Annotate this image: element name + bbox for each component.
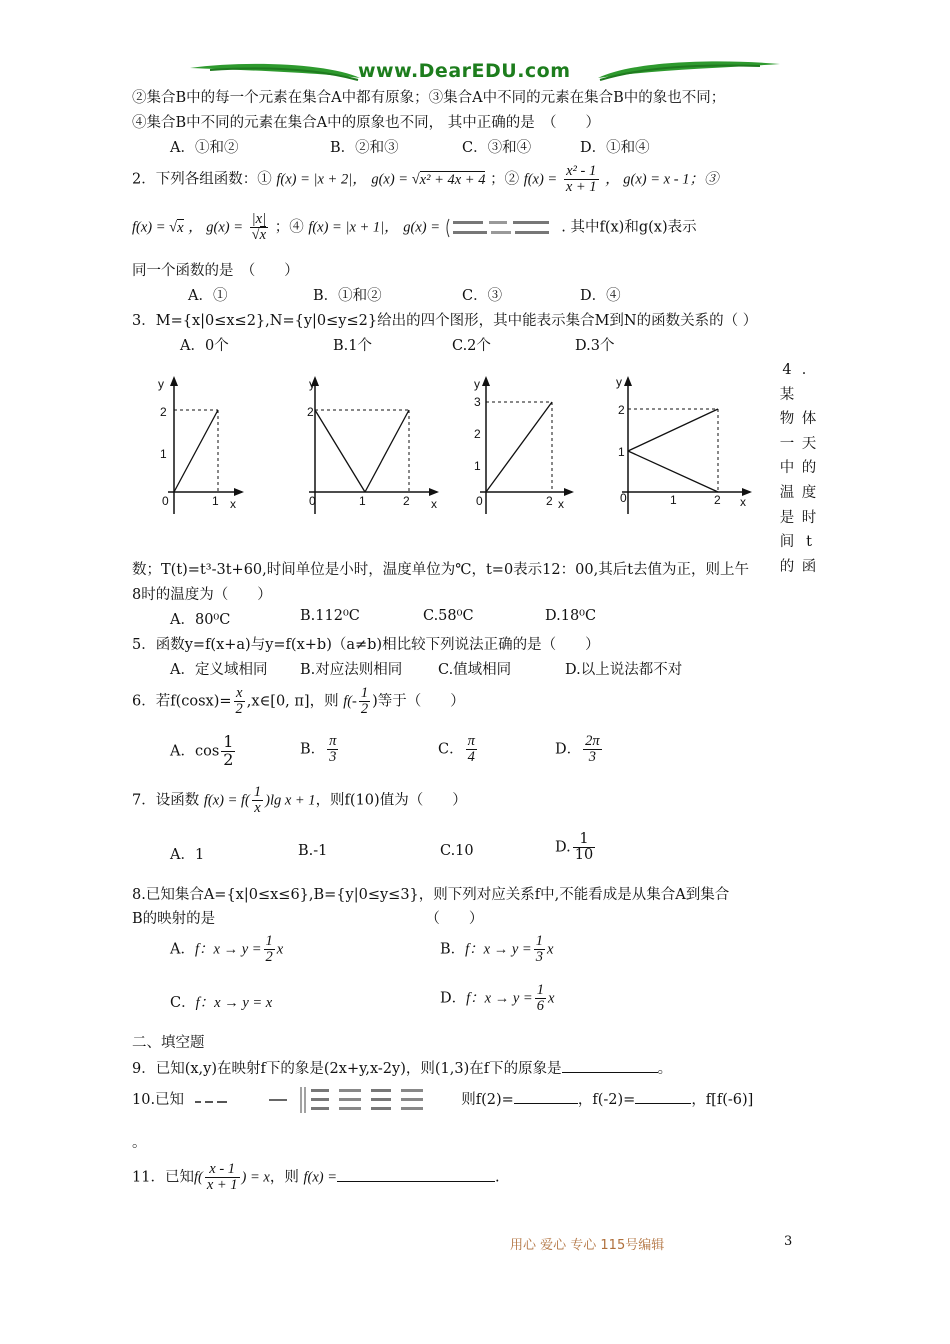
q8-option-a: A．f：x → y = $\frac{1}{2}$ x	[170, 933, 284, 966]
q6-f: f(-	[343, 693, 357, 710]
q7-tail: ，则f(10)值为（ ）	[315, 792, 467, 809]
q8-line-1: 8.已知集合A={x|0≤x≤6},B={y|0≤y≤3}，则下列对应关系f中,不能看成是从集合A到集合	[132, 887, 730, 903]
q2-g1-radicand: x² + 4x + 4	[419, 171, 486, 188]
graph-4-tick-x1: 1	[670, 493, 677, 507]
q4-line-1: 数；T(t)=t³-3t+60,时间单位是小时，温度单位为℃，t=0表示12：00,其后t去值为正，则上午	[132, 562, 750, 578]
q2-option-b: B．①和②	[313, 288, 382, 304]
q2-g3-den: √x	[251, 227, 267, 244]
graph-4-tick-y1: 1	[618, 445, 625, 459]
q2-sqrt-sign: √	[411, 171, 420, 188]
graph-4-y-label: y	[616, 375, 622, 389]
q11-line: 11．已知f( $\frac{x - 1}{x + 1}$ ) = x，则 f(x) = .	[132, 1161, 500, 1194]
q4-option-a: A．80⁰C	[170, 612, 231, 628]
q6-fraction-2: $\frac{1}{2}$	[360, 685, 369, 718]
q9-answer-blank[interactable]	[562, 1060, 658, 1073]
q3-option-a: A．0个	[180, 338, 229, 354]
q2-g3-fraction	[250, 212, 268, 243]
q6-option-d: D． $\frac{2\pi}{3}$	[555, 733, 600, 766]
graph-3-x-label: x	[558, 497, 564, 511]
q2-f3-radicand: x	[177, 219, 184, 236]
q6-line	[132, 686, 465, 717]
q4-option-d: D.18⁰C	[545, 608, 597, 624]
q2-f2-fraction	[564, 164, 599, 195]
graph-4-tick-y2: 2	[618, 403, 625, 417]
graph-3-tick-y1: 1	[474, 459, 481, 473]
q2-g3-num: |x|	[251, 211, 267, 227]
footer-text: 用心 爱心 专心 115号编辑	[510, 1238, 665, 1253]
q7-rest: )lg x + 1	[265, 792, 316, 809]
q2-option-c: C．③	[462, 288, 503, 304]
q4-vertical-text: 4 ．某 物 体 一 天 中 的 温 度 是 时 间 t 的 函	[779, 362, 817, 575]
logo-text: www.DearEDU.com	[358, 60, 571, 82]
graph-2-x-label: x	[431, 497, 437, 511]
graph-2-tick-x2: 2	[403, 494, 410, 508]
q2-line-3: 同一个函数的是 （ ）	[132, 263, 299, 279]
graph-3-origin: 0	[476, 494, 483, 508]
q2-line-2	[132, 212, 697, 243]
q8-option-c: C．f：x → y = x	[170, 995, 273, 1011]
q9-line: 9．已知(x,y)在映射f下的象是(2x+y,x-2y)，则(1,3)在f下的原象是 。	[132, 1061, 673, 1077]
q11-answer-blank[interactable]	[337, 1169, 495, 1182]
q7-option-a: A．1	[170, 847, 205, 863]
header-logo	[190, 56, 780, 88]
graph-1-tick-y1: 1	[160, 447, 167, 461]
q4-option-b: B.112⁰C	[300, 608, 360, 624]
q2-option-d: D．④	[580, 288, 621, 304]
q10-mid-2: ，f(-2)=	[577, 1092, 636, 1108]
graph-1-tick-x1: 1	[212, 494, 219, 508]
graph-3-y-label: y	[474, 377, 480, 391]
q10-answer-blank-2[interactable]	[635, 1091, 691, 1104]
q6-lead: 6．若f(cosx)=	[132, 693, 232, 710]
graph-2-tick-y1: 2	[307, 405, 314, 419]
q2-g2: ， g(x) = x - 1；③	[605, 171, 719, 188]
q11-fraction: $\frac{x - 1}{x + 1}$	[206, 1161, 238, 1194]
q3-option-d: D.3个	[575, 338, 615, 354]
q2-g1: g(x) =	[371, 171, 412, 188]
page-number: 3	[784, 1234, 793, 1249]
q5-option-a: A．定义域相同	[170, 662, 268, 678]
q3-option-c: C.2个	[452, 338, 491, 354]
q7-f: f(x) = f(	[203, 792, 250, 809]
q2-line-1	[132, 164, 718, 195]
graph-1-tick-y2: 2	[160, 405, 167, 419]
q2-f3: f(x) =	[132, 219, 170, 236]
q8-option-d: D．f：x → y = $\frac{1}{6}$ x	[440, 982, 555, 1015]
graph-3-tick-x1: 2	[546, 494, 553, 508]
q10-mid-3: ，f[f(-6)]	[691, 1092, 754, 1108]
q5-option-d: D.以上说法都不对	[565, 662, 683, 678]
graph-2-y-label: y	[309, 377, 315, 391]
graph-3-tick-y2: 2	[474, 427, 481, 441]
intro-line-1: ②集合B中的每一个元素在集合A中都有原象；③集合A中不同的元素在集合B中的象也不同；	[132, 90, 726, 106]
q2-f2-num: x² - 1	[564, 164, 599, 180]
q4-line-2: 8时的温度为（ ）	[132, 587, 272, 603]
q6-option-b: B． $\frac{\pi}{3}$	[300, 733, 337, 766]
q10-end: 。	[132, 1135, 147, 1151]
intro-option-c: C．③和④	[462, 140, 532, 156]
q4-option-c: C.58⁰C	[423, 608, 474, 624]
q8-line-2: B的映射的是 （ ）	[132, 911, 484, 927]
q6-option-c: C． $\frac{\pi}{4}$	[438, 733, 475, 766]
q5-option-c: C.值域相同	[438, 662, 512, 678]
graph-3-tick-y3: 3	[474, 395, 481, 409]
graph-1-x-label: x	[230, 497, 236, 511]
q2-g4: g(x) =	[403, 219, 441, 236]
q2-option-a: A．①	[188, 288, 228, 304]
q5-option-b: B.对应法则相同	[300, 662, 403, 678]
q11-lead: 11．已知	[132, 1169, 194, 1186]
q7-line	[132, 785, 467, 816]
graph-1-origin: 0	[162, 494, 169, 508]
q10-piecewise-image	[189, 1083, 457, 1117]
q2-f1: f(x) = |x + 2|，	[276, 171, 367, 188]
q5-text: 5．函数y=f(x+a)与y=f(x+b)（a≠b)相比较下列说法正确的是（ ）	[132, 637, 600, 653]
graph-4	[610, 372, 760, 517]
q2-f4: f(x) = |x + 1|，	[308, 219, 399, 236]
q7-option-c: C.10	[440, 843, 474, 859]
q3-option-b: B.1个	[333, 338, 372, 354]
q10-lead: 10.已知	[132, 1092, 185, 1108]
graph-2-origin: 0	[309, 494, 316, 508]
q7-fraction: $\frac{1}{x}$	[253, 784, 262, 817]
graph-3	[462, 372, 582, 517]
q2-piecewise-image	[445, 217, 557, 239]
q2-sqrt-sign-2: √	[169, 219, 178, 236]
intro-option-a: A．①和②	[170, 140, 239, 156]
q2-mark-2: ；②	[490, 171, 520, 188]
graph-4-x-label: x	[740, 495, 746, 509]
q2-f2: f(x) =	[523, 171, 558, 188]
q7-option-b: B.-1	[298, 843, 328, 859]
q7-option-d: D. $\frac{1}{10}$	[555, 831, 594, 864]
q3-text: 3．M={x|0≤x≤2},N={y|0≤y≤2}给出的四个图形，其中能表示集合M到N的函数关系的（ ）	[132, 313, 758, 329]
graph-2-tick-x1: 1	[359, 494, 366, 508]
graph-1-y-label: y	[158, 377, 164, 391]
q6-option-a: A．cos $\frac{1}{2}$	[170, 732, 234, 769]
q2-tail: . 其中f(x)和g(x)表示	[561, 219, 697, 236]
graph-2	[295, 372, 445, 517]
graph-4-origin: 0	[620, 491, 627, 505]
q10-answer-blank-1[interactable]	[514, 1091, 578, 1104]
q9-text: 9．已知(x,y)在映射f下的象是(2x+y,x-2y)，则(1,3)在f下的原象是	[132, 1061, 562, 1077]
graph-4-tick-x2: 2	[714, 493, 721, 507]
q10-mid-1: 则f(2)=	[461, 1092, 514, 1108]
section-fill-in-title: 二、填空题	[132, 1035, 205, 1051]
q7-lead: 7．设函数	[132, 792, 200, 809]
q2-lead: 2．下列各组函数：①	[132, 171, 272, 188]
q2-f2-den: x + 1	[565, 179, 597, 196]
q8-option-b: B．f：x → y = $\frac{1}{3}$ x	[440, 933, 554, 966]
graph-1	[150, 372, 250, 517]
q2-mark-4: ；④	[274, 219, 304, 236]
q10-line	[132, 1083, 753, 1117]
q6-mid: ,x∈[0, π]，则	[246, 693, 339, 710]
intro-option-d: D．①和④	[580, 140, 650, 156]
q6-fraction-1: $\frac{x}{2}$	[235, 685, 243, 718]
intro-line-2: ④集合B中不同的元素在集合A中的原象也不同， 其中正确的是 （ ）	[132, 115, 600, 131]
q6-tail: )等于（ ）	[372, 693, 465, 710]
q2-g3: ， g(x) =	[188, 219, 244, 236]
intro-option-b: B．②和③	[330, 140, 399, 156]
